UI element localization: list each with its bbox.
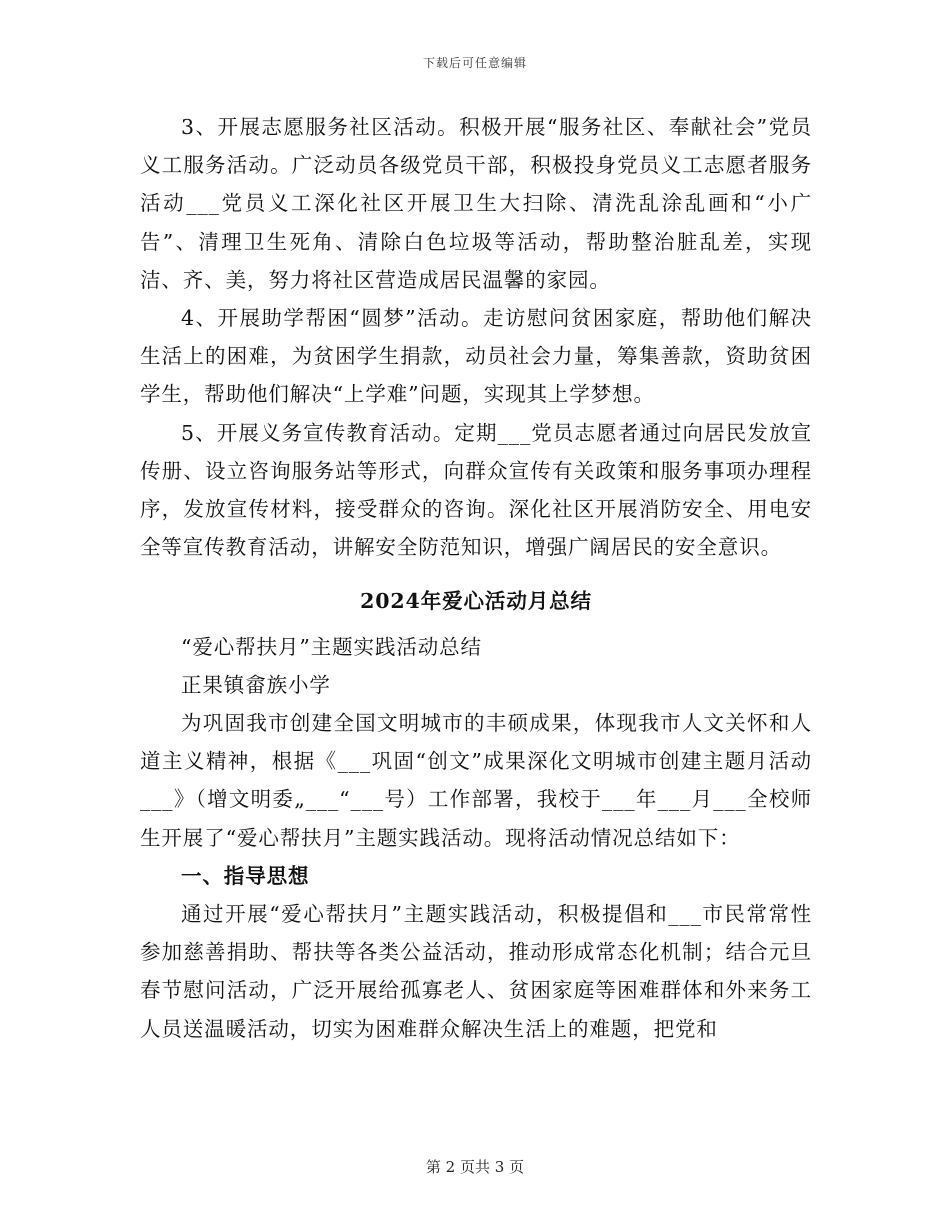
school-name: 正果镇畲族小学	[181, 672, 331, 697]
paragraph-item-5: 5、开展义务宣传教育活动。定期___党员志愿者通过向居民发放宣传册、设立咨询服务站等形式，向群众宣传有关政策和服务事项办理程序，发放宣传材料，接受群众的咨询。深化社区开展消防安全、用电安全等宣传教育活动，讲解安全防范知识，增强广阔居民的安全意识。	[140, 420, 812, 560]
paragraph-item-3: 3、开展志愿服务社区活动。积极开展“服务社区、奉献社会”党员义工服务活动。广泛动员各级党员干部，积极投身党员义工志愿者服务活动___党员义工深化社区开展卫生大扫除、清洗乱涂乱画和“小广告”、清理卫生死角、清除白色垃圾等活动，帮助整治脏乱差，实现洁、齐、美，努力将社区营造成居民温馨的家园。	[140, 115, 812, 292]
document-body	[140, 108, 812, 1048]
intro-paragraph: 为巩固我市创建全国文明城市的丰硕成果，体现我市人文关怀和人道主义精神，根据《___巩固“创文”成果深化文明城市创建主题月活动___》（增文明委„___“___号）工作部署，我校于___年___月___全校师生开展了“爱心帮扶月”主题实践活动。现将活动情况总结如下：	[140, 711, 812, 850]
paragraph-item-4: 4、开展助学帮困“圆梦”活动。走访慰问贫困家庭，帮助他们解决生活上的困难，为贫困学生捐款，动员社会力量，筹集善款，资助贫困学生，帮助他们解决“上学难”问题，实现其上学梦想。	[140, 306, 812, 407]
page-footer: 第 2 页共 3 页	[425, 1158, 525, 1176]
document-subtitle: “爱心帮扶月”主题实践活动总结	[181, 634, 482, 659]
page-header: 下载后可任意编辑	[422, 56, 527, 70]
section-heading-guiding-ideology: 一、指导思想	[181, 863, 310, 888]
section-paragraph: 通过开展“爱心帮扶月”主题实践活动，积极提倡和___市民常常性参加慈善捐助、帮扶等各类公益活动，推动形成常态化机制；结合元旦春节慰问活动，广泛开展给孤寡老人、贫困家庭等困难群体和外来务工人员送温暖活动，切实为困难群众解决生活上的难题，把党和	[140, 902, 812, 1041]
document-title: 2024年爱心活动月总结	[360, 589, 592, 614]
